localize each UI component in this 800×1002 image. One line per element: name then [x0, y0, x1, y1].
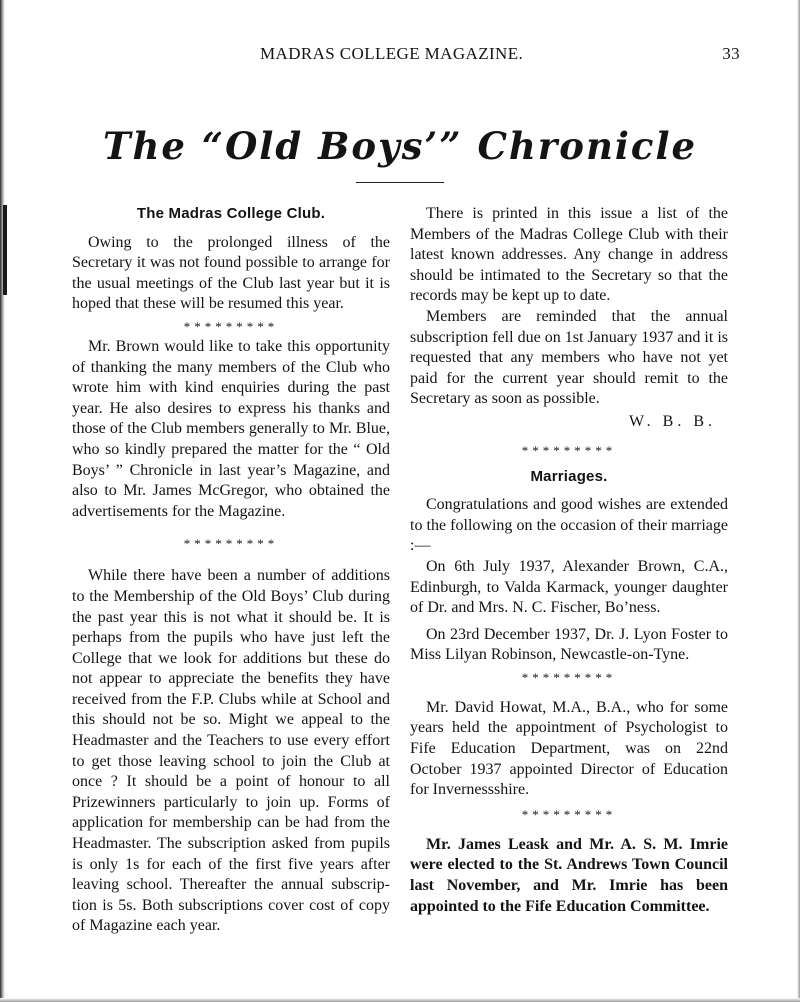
left-column	[72, 204, 390, 937]
title-rule	[356, 182, 444, 183]
page-binding-shadow	[0, 0, 5, 1002]
marriages-heading: Marriages.	[530, 467, 608, 485]
howat-paragraph: Mr. David Howat, M.A., B.A., who for some years held the appointment of Psychologist to Fife Education Department, was on 22nd October 1937 appointed Director of Education for Invernessshire.	[410, 698, 728, 799]
page-bottom-shadow	[0, 998, 800, 1002]
section-divider: *********	[183, 536, 279, 552]
section-divider: *********	[521, 806, 617, 822]
marriage-entry-brown: On 6th July 1937, Alexander Brown, C.A., Edinburgh, to Valda Karmack, younger daughter of Dr. and Mrs. N. C. Fischer, Bo’ness.	[410, 557, 728, 617]
magazine-title: MADRAS COLLEGE MAGAZINE.	[260, 44, 524, 63]
binding-mark	[3, 205, 7, 295]
section-divider: *********	[183, 318, 279, 334]
signature: W. B. B.	[629, 412, 716, 430]
chronicle-title: The “Old Boys’” Chronicle	[102, 124, 698, 168]
section-divider: *********	[521, 442, 617, 458]
members-list-paragraph: There is printed in this issue a list of the Members of the Madras College Club with their latest known addresses. Any change in address should be intimated to the Secretary so that the records may be kept up to date.	[410, 205, 728, 305]
section-divider: *********	[521, 669, 617, 685]
right-column	[410, 204, 728, 917]
marriage-entry-foster: On 23rd December 1937, Dr. J. Lyon Foster to Miss Lilyan Robinson, Newcastle-on-Tyne.	[410, 625, 728, 664]
club-paragraph-membership: While there have been a number of additions to the Membership of the Old Boys’ Club during the past year this is not what it should be. It is perhaps from the pupils who have just left the College that we look for additions but these do not appear to appreciate the benefits they have received from the F.P. Clubs while at School and this should not be so. Might we appeal to the Headmaster and the Teachers to use every effort to get those leaving school to join the Club at once ? It should be a point of honour to all Prizewinners particularly to join up. Forms of application for membership can be had from the Headmaster. The subscription asked from pupils is only 1s for each of the first five years after leaving school. Thereafter the annual subscription is 5s. Both subscriptions cover cost of copy of Magazine each year.	[72, 567, 390, 935]
town-council-paragraph: Mr. James Leask and Mr. A. S. M. Imrie were elected to the St. Andrews Town Council last November, and Mr. Imrie has been appointed to the Fife Education Committee.	[410, 835, 728, 915]
club-heading: The Madras College Club.	[136, 205, 326, 222]
club-paragraph-illness: Owing to the prolonged illness of the Secretary it was not found possible to arrange for the usual meetings of the Club last year but it is hoped that these will be resumed this year.	[72, 233, 390, 313]
marriages-intro: Congratulations and good wishes are extended to the following on the occasion of their marriage :—	[410, 496, 728, 555]
page-number: 33	[722, 44, 740, 63]
club-paragraph-thanks: Mr. Brown would like to take this opportunity of thanking the many members of the Club who wrote him with kind enquiries during the past year. He also desires to express his thanks and those of the Club members generally to Mr. Blue, who so kindly prepared the matter for the “ Old Boys’ ” Chronicle in last year’s Magazine, and also to Mr. James McGregor, who obtained the advertisements for the Magazine.	[72, 337, 390, 520]
subscription-paragraph: Members are reminded that the annual subscription fell due on 1st January 1937 and it is requested that any members who have not yet paid for the current year should remit to the Secretary as soon as possible.	[410, 307, 728, 408]
